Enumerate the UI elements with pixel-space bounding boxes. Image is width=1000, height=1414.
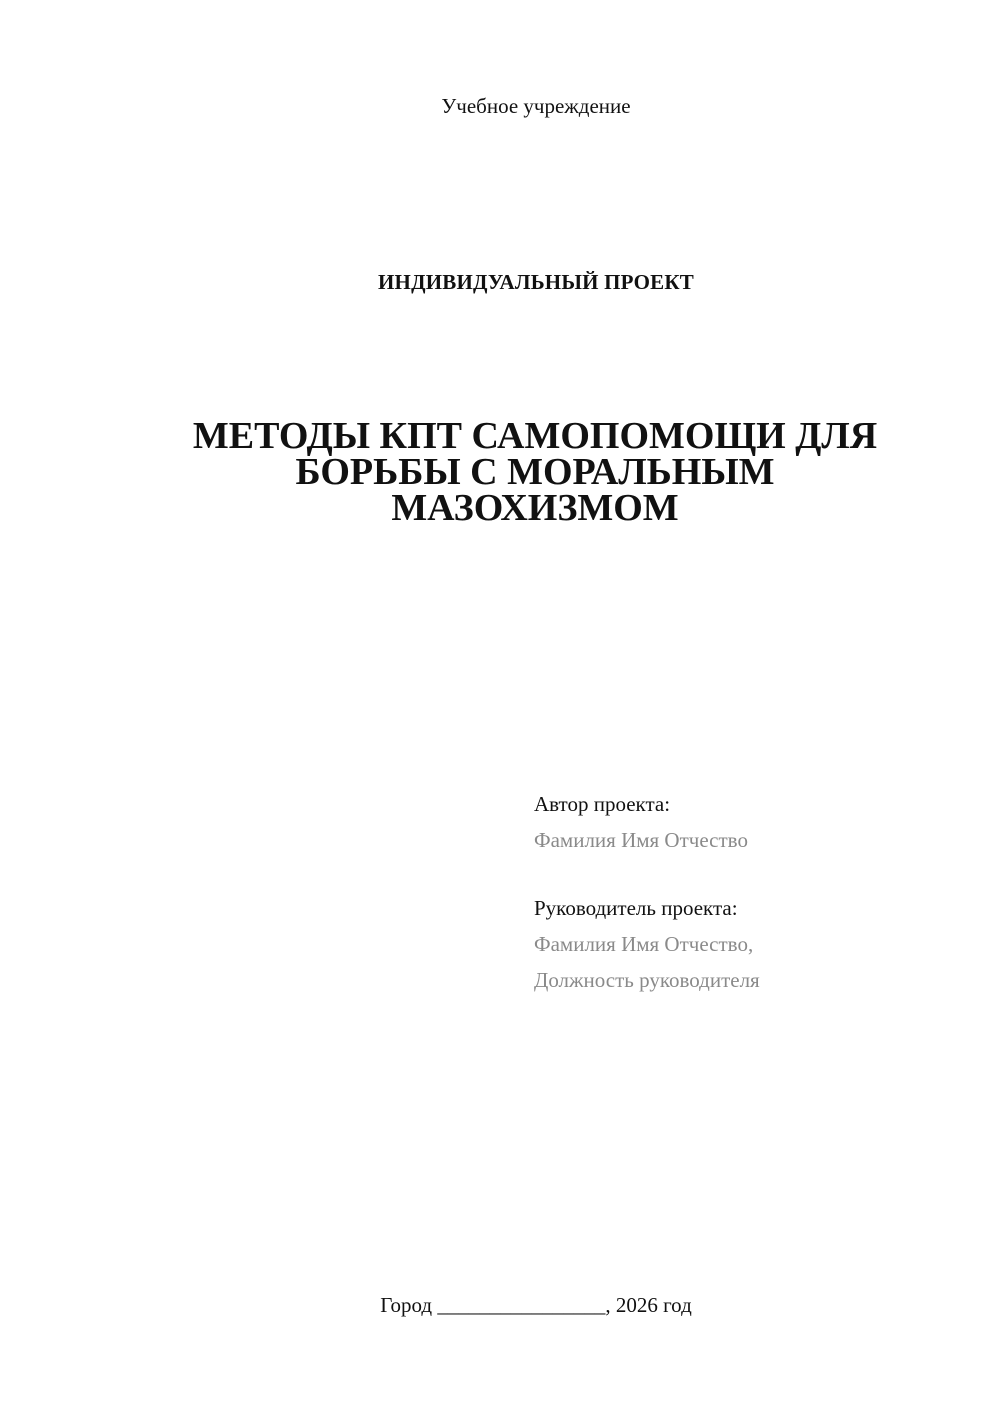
project-title-line-1: МЕТОДЫ КПТ САМОПОМОЩИ ДЛЯ xyxy=(192,415,878,457)
city-year-footer: Город ________________, 2026 год xyxy=(380,1293,692,1317)
author-name: Фамилия Имя Отчество xyxy=(534,828,748,852)
project-type-heading: ИНДИВИДУАЛЬНЫЙ ПРОЕКТ xyxy=(378,270,694,294)
project-title-line-2: БОРЬБЫ С МОРАЛЬНЫМ xyxy=(295,451,775,493)
project-roles-block xyxy=(534,786,974,998)
author-label: Автор проекта: xyxy=(534,792,671,816)
institution-name: Учебное учреждение xyxy=(441,94,631,118)
project-title xyxy=(140,415,930,529)
supervisor-label: Руководитель проекта: xyxy=(534,896,738,920)
project-title-line-3: МАЗОХИЗМОМ xyxy=(391,487,679,529)
supervisor-position: Должность руководителя xyxy=(534,968,760,992)
roles-spacer xyxy=(534,858,974,890)
supervisor-name: Фамилия Имя Отчество, xyxy=(534,932,754,956)
